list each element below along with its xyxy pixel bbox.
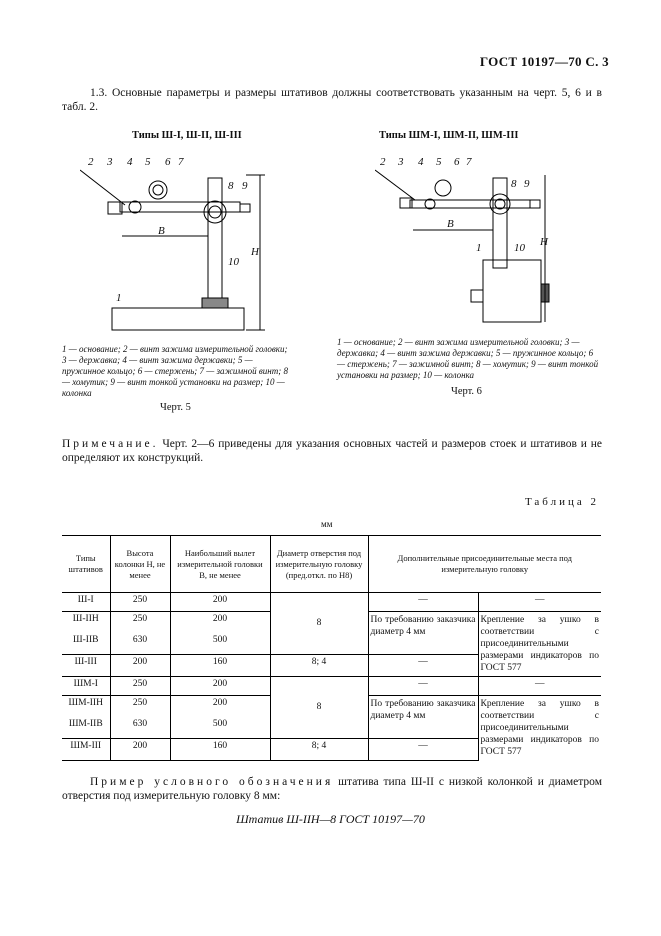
fig5-label-9: 9	[242, 180, 248, 192]
cell-height: 630	[110, 633, 170, 654]
fig5-label-1: 1	[116, 292, 122, 304]
fig5-legend: 1 — основание; 2 — винт зажима измерительной головки; 3 — державка; 4 — винт зажима державки; 5 — пружинное кольцо; 6 — стержень; 7 — зажимной винт; 8 — хомутик; 9 — винт тонкой установки на размер; 10 — колонка	[62, 344, 289, 398]
table-header-row	[62, 536, 601, 593]
cell-type: Ш-I	[62, 593, 110, 612]
cell-extra-a: —	[368, 738, 478, 760]
header-diameter: Диаметр отверстия под измерительную головку (пред.откл. по H8)	[270, 536, 368, 593]
example-head: Пример условного обозначения	[90, 776, 334, 788]
fig6-label-b: B	[447, 218, 454, 230]
fig6-label-10: 10	[514, 242, 525, 254]
cell-type: Ш-IIН	[62, 612, 110, 633]
cell-type: ШМ-I	[62, 677, 110, 696]
table-row	[62, 593, 601, 612]
cell-height: 250	[110, 696, 170, 717]
fig5-label-2: 2	[88, 156, 94, 168]
cell-height: 250	[110, 612, 170, 633]
fig5-title: Типы Ш-I, Ш-II, Ш-III	[132, 130, 242, 141]
parameters-table	[62, 535, 601, 761]
fig6-label-5: 5	[436, 156, 442, 168]
cell-height: 200	[110, 738, 170, 760]
fig5-label-6: 6	[165, 156, 171, 168]
fig6-title: Типы ШМ-I, ШМ-II, ШМ-III	[379, 130, 519, 141]
cell-extra-a: —	[368, 593, 478, 612]
fig5-caption: Черт. 5	[160, 402, 191, 413]
cell-height: 200	[110, 654, 170, 676]
table-unit: мм	[321, 519, 333, 529]
cell-height: 630	[110, 717, 170, 738]
fig6-label-1: 1	[476, 242, 482, 254]
fig6-label-7: 7	[466, 156, 472, 168]
page-header: ГОСТ 10197—70 С. 3	[479, 54, 609, 69]
cell-diameter: 8	[270, 677, 368, 739]
fig5-drawing	[80, 150, 280, 340]
fig5-label-10: 10	[228, 256, 239, 268]
cell-height: 250	[110, 593, 170, 612]
cell-reach: 200	[170, 677, 270, 696]
fig5-label-b: B	[158, 225, 165, 237]
fig6-label-8: 8	[511, 178, 517, 190]
cell-reach: 200	[170, 612, 270, 633]
cell-reach: 160	[170, 738, 270, 760]
cell-type: Ш-IIВ	[73, 634, 99, 645]
cell-type: ШМ-IIВ	[68, 718, 103, 729]
cell-extra-b: —	[478, 677, 601, 696]
cell-height: 250	[110, 677, 170, 696]
cell-reach: 200	[170, 593, 270, 612]
fig6-label-h: H	[540, 236, 548, 248]
fig5-label-5: 5	[145, 156, 151, 168]
cell-extra-a: —	[368, 677, 478, 696]
fig6-label-2: 2	[380, 156, 386, 168]
cell-type: ШМ-IIН	[62, 696, 110, 717]
cell-type: ШМ-III	[62, 738, 110, 760]
fig6-label-3: 3	[398, 156, 404, 168]
fig5-label-3: 3	[107, 156, 113, 168]
table-label: Таблица 2	[524, 496, 599, 508]
intro-paragraph: 1.3. Основные параметры и размеры штативов должны соответствовать указанным на черт. 5, 6 и в табл. 2.	[62, 87, 602, 113]
cell-diameter: 8; 4	[270, 738, 368, 760]
header-height: Высота колонки H, не менее	[110, 536, 170, 593]
cell-extra-b: Крепление за ушко в соответствии с присоединительными размерами индикаторов по ГОСТ 577	[478, 612, 601, 677]
cell-diameter: 8	[270, 593, 368, 655]
fig5-label-7: 7	[178, 156, 184, 168]
cell-reach: 200	[170, 696, 270, 717]
cell-diameter: 8; 4	[270, 654, 368, 676]
cell-extra-a: —	[368, 654, 478, 676]
cell-reach: 500	[170, 717, 270, 738]
fig6-caption: Черт. 6	[451, 386, 482, 397]
designation-formula: Штатив Ш-IIН—8 ГОСТ 10197—70	[236, 812, 425, 826]
fig6-legend: 1 — основание; 2 — винт зажима измерительной головки; 3 — державка; 4 — винт зажима державки; 5 — пружинное кольцо; 6 — стержень; 7 — зажимной винт; 8 — хомутик; 9 — винт тонкой установки на размер; 10 — колонка	[337, 337, 599, 380]
fig5-label-8: 8	[228, 180, 234, 192]
header-additional: Дополнительные присоединительные места под измерительную головку	[368, 536, 601, 593]
header-reach: Наибольший вылет измерительной головки B, не менее	[170, 536, 270, 593]
fig6-label-4: 4	[418, 156, 424, 168]
cell-reach: 160	[170, 654, 270, 676]
note-head: Примечание.	[62, 438, 159, 450]
cell-extra-a: По требованию заказчика диаметр 4 мм	[368, 696, 478, 739]
note-text: Черт. 2—6 приведены для указания основных частей и размеров стоек и штативов и не определяют их конструкций.	[62, 438, 602, 464]
fig6-label-9: 9	[524, 178, 530, 190]
fig6-label-6: 6	[454, 156, 460, 168]
fig5-label-4: 4	[127, 156, 133, 168]
cell-type: Ш-III	[62, 654, 110, 676]
note-paragraph	[62, 437, 602, 465]
fig5-label-h: H	[251, 246, 259, 258]
example-paragraph	[62, 775, 602, 803]
cell-extra-a: По требованию заказчика диаметр 4 мм	[368, 612, 478, 655]
cell-reach: 500	[170, 633, 270, 654]
header-type: Типы штативов	[62, 536, 110, 593]
table-row	[62, 677, 601, 696]
cell-extra-b: —	[478, 593, 601, 612]
cell-extra-b: Крепление за ушко в соответствии с присоединительными размерами индикаторов по ГОСТ 577	[478, 696, 601, 761]
example-text: штатива типа Ш-II с низкой колонкой и диаметром отверстия под измерительную головку 8 мм:	[62, 776, 602, 802]
